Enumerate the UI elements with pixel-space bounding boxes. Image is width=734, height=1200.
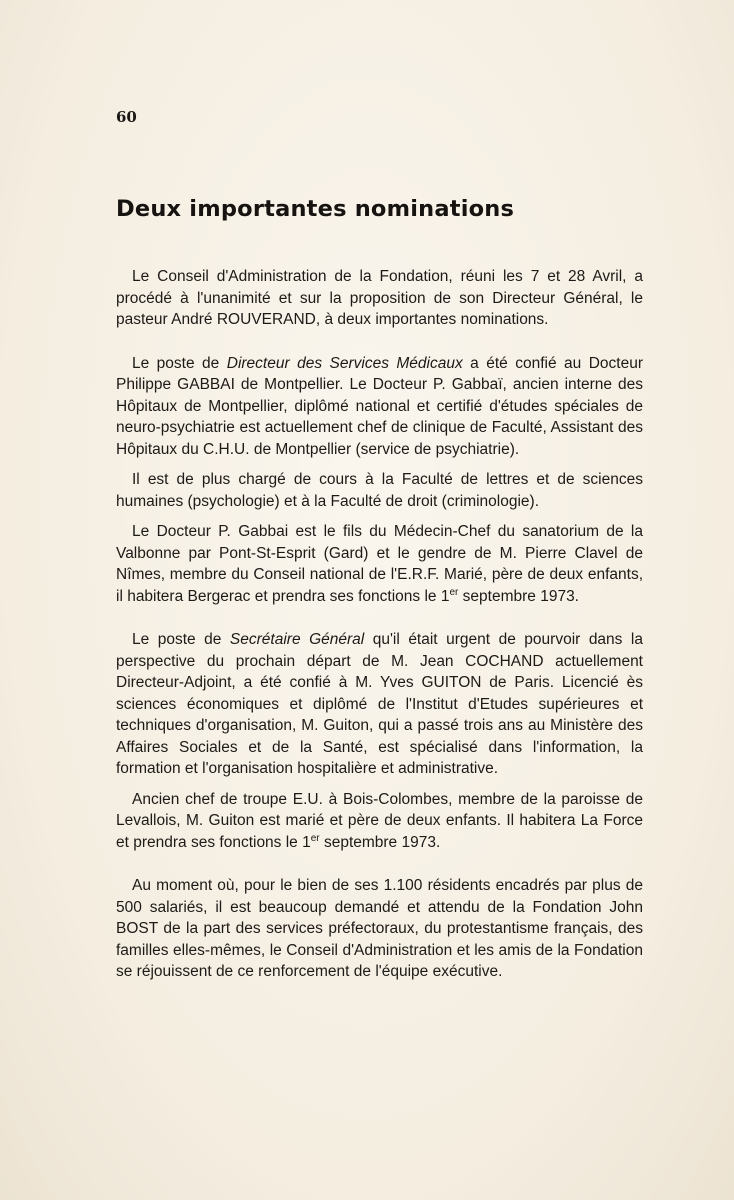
paragraph-guiton-family <box>116 789 643 854</box>
paragraph-text: a été confié au Docteur Philippe GABBAI de Montpellier. Le Docteur P. Gabbaï, ancien interne des Hôpitaux de Montpellier, diplômé national et certifié d'études spéciales de neuro-psychiatrie est actuellement chef de clinique de Faculté, Assistant des Hôpitaux du C.H.U. de Montpellier (service de psychiatrie). <box>116 354 644 458</box>
paragraph-text: Le poste de <box>132 354 227 372</box>
paragraph-text: Ancien chef de troupe E.U. à Bois-Colombes, membre de la paroisse de Levallois, M. Guiton est marié et père de deux enfants. Il habitera La Force et prendra ses fonctions le 1 <box>116 790 643 851</box>
page-number: 60 <box>116 108 137 126</box>
ordinal-superscript: er <box>449 586 459 598</box>
paragraph-medical-director <box>116 353 643 461</box>
paragraph-teaching: Il est de plus chargé de cours à la Faculté de lettres et de sciences humaines (psychologie) et à la Faculté de droit (criminologie). <box>116 471 643 510</box>
article-body <box>116 266 643 983</box>
article-title: Deux importantes nominations <box>116 196 515 222</box>
paragraph-text: Le Docteur P. Gabbai est le fils du Médecin-Chef du sanatorium de la Valbonne par Pont-St-Esprit (Gard) et le gendre de M. Pierre Clavel de Nîmes, membre du Conseil national de l'E.R.F. Marié, père de deux enfants, il habitera Bergerac et prendra ses fonctions le 1 <box>116 523 643 605</box>
ordinal-superscript: er <box>310 832 320 844</box>
paragraph-intro: Le Conseil d'Administration de la Fondation, réuni les 7 et 28 Avril, a procédé à l'unanimité et sur la proposition de son Directeur Général, le pasteur André ROUVERAND, à deux importantes nominations. <box>116 268 643 328</box>
position-title: Directeur des Services Médicaux <box>226 354 463 372</box>
paragraph-text: Le poste de <box>132 631 230 648</box>
position-title: Secrétaire Général <box>229 631 365 648</box>
paragraph-text: qu'il était urgent de pourvoir dans la perspective du prochain départ de M. Jean COCHAND actuellement Directeur-Adjoint, a été confié à M. Yves GUITON de Paris. Licencié ès sciences économiques et diplômé de l'Institut d'Etudes supérieures et techniques d'organisation, M. Guiton, qui a passé trois ans au Ministère des Affaires Sociales et de la Santé, est spécialisé dans l'information, la formation et l'organisation hospitalière et administrative. <box>116 631 643 777</box>
paragraph-secretary-general <box>116 629 643 780</box>
paragraph-conclusion: Au moment où, pour le bien de ses 1.100 résidents encadrés par plus de 500 salariés, il est beaucoup demandé et attendu de la Fondation John BOST de la part des services préfectoraux, du protestantisme français, des familles elles-mêmes, le Conseil d'Administration et les amis de la Fondation se réjouissent de ce renforcement de l'équipe exécutive. <box>116 877 643 980</box>
paragraph-text: septembre 1973. <box>319 833 441 851</box>
paragraph-gabbai-family <box>116 521 643 607</box>
paragraph-text: septembre 1973. <box>458 587 579 605</box>
